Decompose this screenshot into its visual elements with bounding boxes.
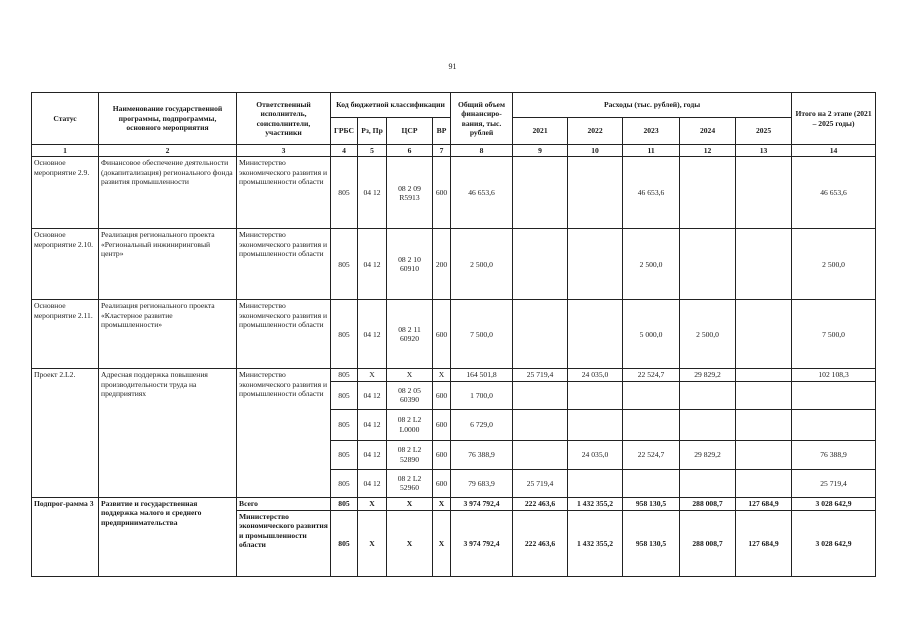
cell-2025 [736,157,792,229]
table-row [32,229,876,300]
col-number: 8 [451,145,513,157]
col-number: 3 [237,145,331,157]
cell-itogo: 3 028 642,9 [792,497,876,510]
cell-2021 [513,300,568,369]
cell-rzpr: X [358,510,387,576]
cell-2025: 127 684,9 [736,497,792,510]
row-status: Основное мероприятие 2.10. [32,229,99,300]
row-name: Реализация регионального проекта «Региональный инжиниринговый центр» [99,229,237,300]
cell-grbs: 805 [331,469,358,497]
header-2025: 2025 [736,118,792,145]
header-expenses: Расходы (тыс. рублей), годы [513,93,792,118]
cell-itogo [792,381,876,409]
cell-grbs: 805 [331,510,358,576]
col-number: 12 [680,145,736,157]
cell-2023 [623,409,680,440]
row-responsible: Министерство экономического развития и промышленности области [237,300,331,369]
col-number: 10 [568,145,623,157]
cell-2024: 288 008,7 [680,497,736,510]
cell-2022 [568,469,623,497]
cell-2022: 24 035,0 [568,369,623,381]
cell-2025 [736,300,792,369]
cell-grbs: 805 [331,229,358,300]
cell-2021 [513,409,568,440]
cell-vr: 600 [433,157,451,229]
cell-2021: 222 463,6 [513,510,568,576]
cell-2024 [680,469,736,497]
cell-2024: 2 500,0 [680,300,736,369]
header-status: Статус [32,93,99,145]
cell-total: 79 683,9 [451,469,513,497]
budget-table [31,92,876,577]
cell-2021 [513,381,568,409]
cell-grbs: 805 [331,381,358,409]
cell-itogo: 102 108,3 [792,369,876,381]
header-2022: 2022 [568,118,623,145]
cell-2023 [623,381,680,409]
header-name: Наименование государственной программы, подпрограммы, основного мероприятия [99,93,237,145]
table-row [32,497,876,510]
cell-itogo: 76 388,9 [792,440,876,469]
cell-2024: 288 008,7 [680,510,736,576]
cell-total: 2 500,0 [451,229,513,300]
row-responsible: Министерство экономического развития и промышленности области [237,369,331,497]
header-total: Общий объем финансиро-вания, тыс. рублей [451,93,513,145]
cell-total: 3 974 792,4 [451,510,513,576]
cell-2021 [513,229,568,300]
cell-itogo: 3 028 642,9 [792,510,876,576]
header-row-1 [32,93,876,118]
header-responsible: Ответственный исполнитель, соисполнители, участники [237,93,331,145]
cell-2021 [513,157,568,229]
row-name: Финансовое обеспечение деятельности (докапитализация) регионального фонда развития промышленности [99,157,237,229]
cell-total: 3 974 792,4 [451,497,513,510]
cell-csr: X [387,497,433,510]
header-vr: ВР [433,118,451,145]
col-number: 5 [358,145,387,157]
cell-rzpr: 04 12 [358,157,387,229]
cell-2023: 958 130,5 [623,510,680,576]
cell-2021: 222 463,6 [513,497,568,510]
cell-csr: 08 2 L2 52960 [387,469,433,497]
cell-2021 [513,440,568,469]
cell-2023: 46 653,6 [623,157,680,229]
cell-2022: 1 432 355,2 [568,510,623,576]
cell-itogo [792,409,876,440]
page-number: 91 [448,62,457,71]
cell-rzpr: 04 12 [358,469,387,497]
col-number: 4 [331,145,358,157]
cell-itogo: 25 719,4 [792,469,876,497]
cell-vr: 200 [433,229,451,300]
col-number: 13 [736,145,792,157]
cell-grbs: 805 [331,157,358,229]
row-status: Основное мероприятие 2.11. [32,300,99,369]
cell-rzpr: 04 12 [358,300,387,369]
cell-csr: 08 2 L2 52890 [387,440,433,469]
cell-2023: 22 524,7 [623,440,680,469]
cell-2022 [568,300,623,369]
cell-total: 6 729,0 [451,409,513,440]
col-number: 7 [433,145,451,157]
cell-2024 [680,157,736,229]
cell-rzpr: X [358,497,387,510]
header-2024: 2024 [680,118,736,145]
cell-vr: X [433,510,451,576]
cell-2025 [736,409,792,440]
cell-grbs: 805 [331,369,358,381]
cell-2022 [568,229,623,300]
row-status: Проект 2.L2. [32,369,99,497]
column-numbers-row [32,145,876,157]
cell-2022: 1 432 355,2 [568,497,623,510]
cell-rzpr: X [358,369,387,381]
cell-2023: 958 130,5 [623,497,680,510]
table-row [32,157,876,229]
cell-csr: 08 2 11 60920 [387,300,433,369]
row-responsible: Всего [237,497,331,510]
cell-2021: 25 719,4 [513,469,568,497]
cell-csr: X [387,369,433,381]
cell-vr: X [433,497,451,510]
row-status: Основное мероприятие 2.9. [32,157,99,229]
header-2023: 2023 [623,118,680,145]
cell-2024: 29 829,2 [680,440,736,469]
cell-vr: 600 [433,469,451,497]
cell-2024: 29 829,2 [680,369,736,381]
row-name: Реализация регионального проекта «Кластерное развитие промышленности» [99,300,237,369]
col-number: 2 [99,145,237,157]
cell-total: 164 501,8 [451,369,513,381]
cell-itogo: 7 500,0 [792,300,876,369]
cell-csr: X [387,510,433,576]
row-responsible: Министерство экономического развития и промышленности области [237,157,331,229]
col-number: 1 [32,145,99,157]
row-responsible: Министерство экономического развития и промышленности области [237,229,331,300]
cell-2025 [736,229,792,300]
cell-grbs: 805 [331,497,358,510]
cell-2022 [568,381,623,409]
cell-2023 [623,469,680,497]
cell-vr: 600 [433,381,451,409]
table-row [32,369,876,381]
cell-2025 [736,369,792,381]
cell-rzpr: 04 12 [358,381,387,409]
header-grbs: ГРБС [331,118,358,145]
cell-2025: 127 684,9 [736,510,792,576]
cell-rzpr: 04 12 [358,440,387,469]
table-row [32,300,876,369]
cell-itogo: 2 500,0 [792,229,876,300]
col-number: 6 [387,145,433,157]
cell-2025 [736,381,792,409]
cell-2022 [568,409,623,440]
cell-rzpr: 04 12 [358,409,387,440]
cell-total: 1 700,0 [451,381,513,409]
cell-grbs: 805 [331,300,358,369]
row-responsible: Министерство экономического развития и промышленности области [237,510,331,576]
cell-vr: 600 [433,300,451,369]
cell-2024 [680,409,736,440]
header-csr: ЦСР [387,118,433,145]
cell-2024 [680,381,736,409]
cell-csr: 08 2 L2 L0000 [387,409,433,440]
cell-2024 [680,229,736,300]
row-status: Подпрог-рамма 3 [32,497,99,576]
cell-grbs: 805 [331,440,358,469]
cell-2025 [736,469,792,497]
cell-rzpr: 04 12 [358,229,387,300]
cell-total: 46 653,6 [451,157,513,229]
cell-2021: 25 719,4 [513,369,568,381]
header-2021: 2021 [513,118,568,145]
cell-total: 7 500,0 [451,300,513,369]
cell-2023: 5 000,0 [623,300,680,369]
cell-2023: 2 500,0 [623,229,680,300]
cell-vr: X [433,369,451,381]
header-budget-code: Код бюджетной классификации [331,93,451,118]
cell-grbs: 805 [331,409,358,440]
cell-2023: 22 524,7 [623,369,680,381]
header-itogo: Итого на 2 этапе (2021 – 2025 годы) [792,93,876,145]
cell-itogo: 46 653,6 [792,157,876,229]
row-name: Адресная поддержка повышения производительности труда на предприятиях [99,369,237,497]
col-number: 14 [792,145,876,157]
col-number: 9 [513,145,568,157]
cell-csr: 08 2 10 60910 [387,229,433,300]
cell-2022: 24 035,0 [568,440,623,469]
cell-2022 [568,157,623,229]
cell-csr: 08 2 09 R5913 [387,157,433,229]
col-number: 11 [623,145,680,157]
cell-vr: 600 [433,409,451,440]
cell-2025 [736,440,792,469]
cell-vr: 600 [433,440,451,469]
cell-csr: 08 2 05 60390 [387,381,433,409]
header-rzpr: Рз, Пр [358,118,387,145]
row-name: Развитие и государственная поддержка малого и среднего предпринимательства [99,497,237,576]
cell-total: 76 388,9 [451,440,513,469]
